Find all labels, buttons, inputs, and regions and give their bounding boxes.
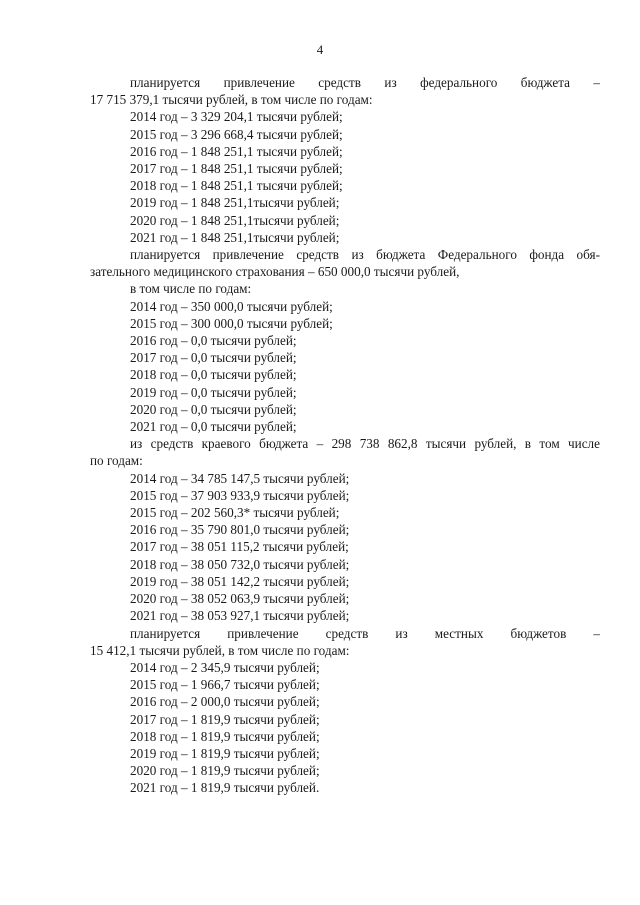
local-year-line: 2017 год – 1 819,9 тысячи рублей;: [130, 711, 320, 727]
local-intro-line-2: 15 412,1 тысячи рублей, в том числе по годам:: [90, 642, 350, 658]
local-intro-line-1: планируется привлечение средств из местных бюджетов –: [130, 625, 600, 641]
regional-year-line: 2015 год – 202 560,3* тысячи рублей;: [130, 505, 340, 521]
federal-year-line: 2014 год – 3 329 204,1 тысячи рублей;: [130, 109, 343, 125]
local-year-line: 2016 год – 2 000,0 тысячи рублей;: [130, 694, 320, 710]
regional-year-line: 2021 год – 38 053 927,1 тысячи рублей;: [130, 608, 350, 624]
federal-year-line: 2018 год – 1 848 251,1 тысячи рублей;: [130, 178, 343, 194]
ffoms-year-line: 2021 год – 0,0 тысячи рублей;: [130, 419, 297, 435]
section-local-budgets: [90, 625, 600, 797]
page-number: 4: [316, 42, 324, 57]
regional-intro-line-2: по годам:: [90, 453, 143, 469]
federal-year-line: 2016 год – 1 848 251,1 тысячи рублей;: [130, 143, 343, 159]
document-body: [90, 74, 600, 797]
local-year-line: 2015 год – 1 966,7 тысячи рублей;: [130, 677, 320, 693]
federal-year-line: 2017 год – 1 848 251,1 тысячи рублей;: [130, 161, 343, 177]
section-regional-budget: [90, 435, 600, 624]
ffoms-year-line: 2015 год – 300 000,0 тысячи рублей;: [130, 315, 333, 331]
local-year-line: 2021 год – 1 819,9 тысячи рублей.: [130, 780, 320, 796]
federal-year-line: 2020 год – 1 848 251,1тысячи рублей;: [130, 212, 340, 228]
federal-year-line: 2019 год – 1 848 251,1тысячи рублей;: [130, 195, 340, 211]
ffoms-year-line: 2014 год – 350 000,0 тысячи рублей;: [130, 298, 333, 314]
ffoms-intro-line-2: зательного медицинского страхования – 650 000,0 тысячи рублей,: [90, 264, 460, 280]
federal-year-line: 2015 год – 3 296 668,4 тысячи рублей;: [130, 126, 343, 142]
local-year-line: 2020 год – 1 819,9 тысячи рублей;: [130, 763, 320, 779]
local-year-line: 2019 год – 1 819,9 тысячи рублей;: [130, 745, 320, 761]
federal-intro-line-2: 17 715 379,1 тысячи рублей, в том числе по годам:: [90, 92, 373, 108]
ffoms-year-line: 2019 год – 0,0 тысячи рублей;: [130, 384, 297, 400]
local-year-line: 2014 год – 2 345,9 тысячи рублей;: [130, 659, 320, 675]
regional-year-line: 2017 год – 38 051 115,2 тысячи рублей;: [130, 539, 349, 555]
ffoms-year-line: 2020 год – 0,0 тысячи рублей;: [130, 401, 297, 417]
ffoms-intro-line-3: в том числе по годам:: [130, 281, 252, 297]
regional-intro-line-1: из средств краевого бюджета – 298 738 862,8 тысячи рублей, в том числе: [130, 436, 600, 452]
ffoms-year-line: 2017 год – 0,0 тысячи рублей;: [130, 350, 297, 366]
section-federal-budget: [90, 74, 600, 246]
ffoms-year-line: 2016 год – 0,0 тысячи рублей;: [130, 333, 297, 349]
regional-year-line: 2020 год – 38 052 063,9 тысячи рублей;: [130, 591, 350, 607]
ffoms-year-line: 2018 год – 0,0 тысячи рублей;: [130, 367, 297, 383]
regional-year-line: 2015 год – 37 903 933,9 тысячи рублей;: [130, 487, 350, 503]
federal-intro-line-1: планируется привлечение средств из федерального бюджета –: [130, 75, 600, 90]
ffoms-intro-line-1: планируется привлечение средств из бюджета Федерального фонда обя-: [130, 247, 600, 263]
regional-year-line: 2016 год – 35 790 801,0 тысячи рублей;: [130, 522, 350, 538]
regional-year-line: 2014 год – 34 785 147,5 тысячи рублей;: [130, 470, 350, 486]
regional-year-line: 2019 год – 38 051 142,2 тысячи рублей;: [130, 573, 350, 589]
local-year-line: 2018 год – 1 819,9 тысячи рублей;: [130, 728, 320, 744]
regional-year-line: 2018 год – 38 050 732,0 тысячи рублей;: [130, 556, 350, 572]
section-ffoms-budget: [90, 246, 600, 435]
federal-year-line: 2021 год – 1 848 251,1тысячи рублей;: [130, 229, 340, 245]
